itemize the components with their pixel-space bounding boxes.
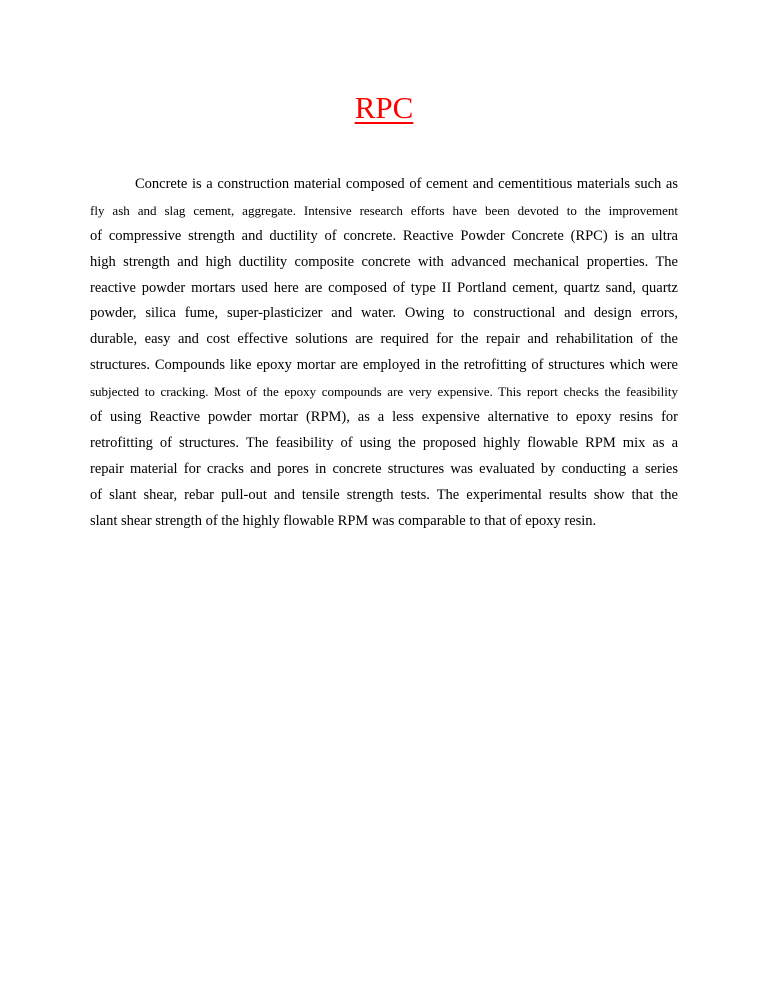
- paragraph-line: slant shear strength of the highly flowable RPM was comparable to that of epoxy resin.: [90, 512, 597, 529]
- paragraph-line: structures. Compounds like epoxy mortar are employed in the retrofitting of structures which were: [90, 357, 678, 374]
- paragraph-line: reactive powder mortars used here are composed of type II Portland cement, quartz sand, quartz: [90, 279, 678, 296]
- paragraph-line: durable, easy and cost effective solutions are required for the repair and rehabilitation of the: [90, 331, 678, 348]
- abstract-paragraph: [90, 172, 678, 534]
- paragraph-line: of compressive strength and ductility of concrete. Reactive Powder Concrete (RPC) is an ultra: [90, 227, 678, 244]
- paragraph-line: subjected to cracking. Most of the epoxy compounds are very expensive. This report checks the feasibility: [90, 384, 678, 400]
- paragraph-line: retrofitting of structures. The feasibility of using the proposed highly flowable RPM mix as a: [90, 434, 678, 451]
- paragraph-line: powder, silica fume, super-plasticizer and water. Owing to constructional and design errors,: [90, 305, 678, 322]
- paragraph-line: high strength and high ductility composite concrete with advanced mechanical properties. The: [90, 253, 678, 270]
- paragraph-line: Concrete is a construction material composed of cement and cementitious materials such as: [135, 176, 678, 192]
- paragraph-line: of slant shear, rebar pull-out and tensile strength tests. The experimental results show that the: [90, 486, 678, 503]
- paragraph-line: repair material for cracks and pores in concrete structures was evaluated by conducting a series: [90, 460, 678, 477]
- paragraph-line: of using Reactive powder mortar (RPM), as a less expensive alternative to epoxy resins for: [90, 409, 678, 426]
- document-title: RPC: [354, 90, 414, 125]
- paragraph-line: fly ash and slag cement, aggregate. Intensive research efforts have been devoted to the improvement: [90, 202, 678, 218]
